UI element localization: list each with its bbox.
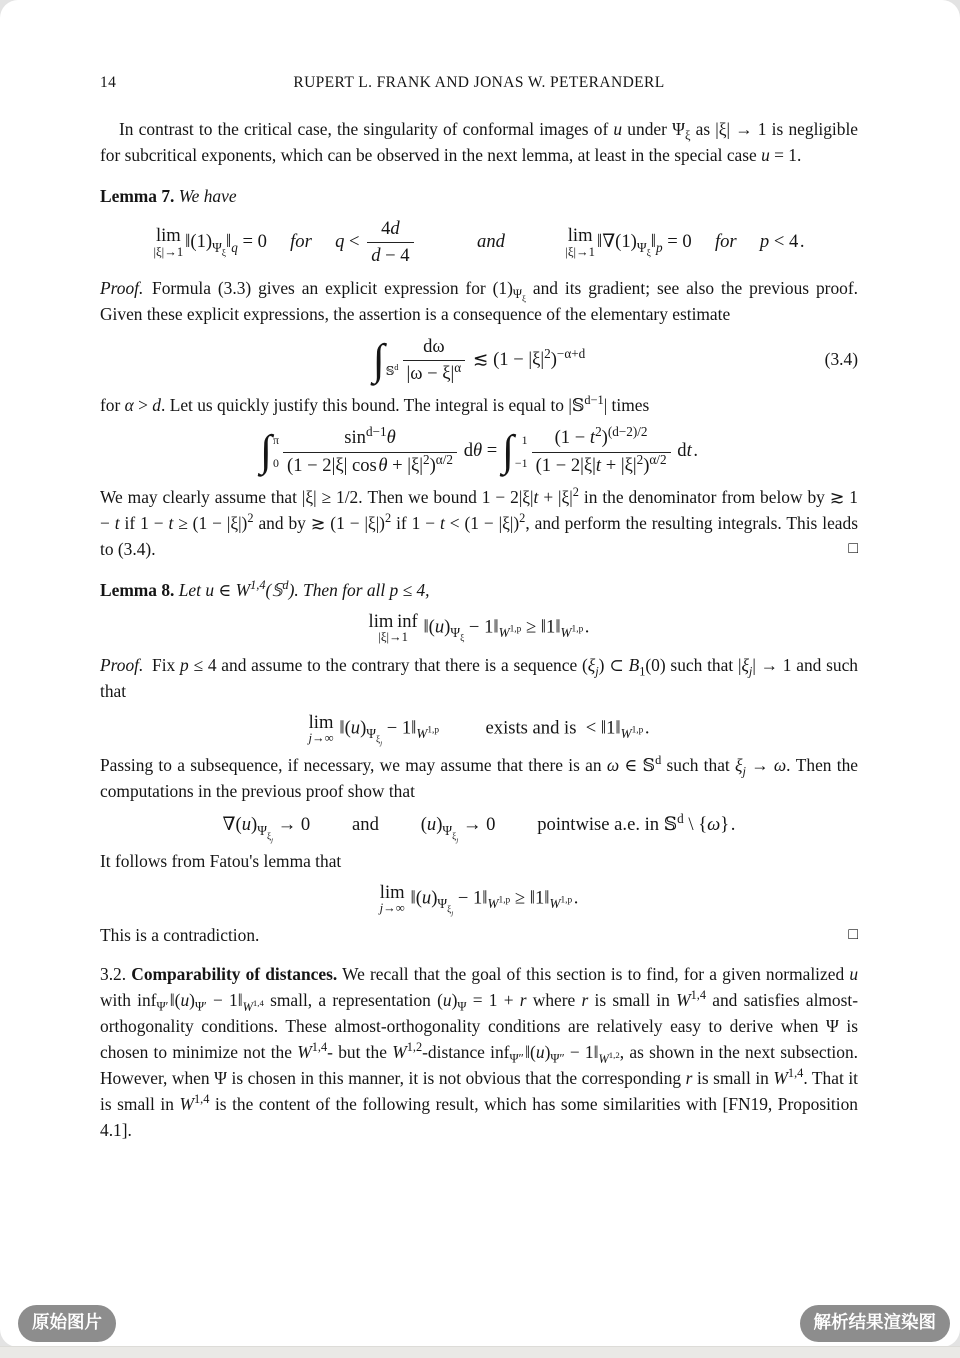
proof-lemma-7-conclusion: We may clearly assume that |ξ| ≥ 1/2. Then we bound $1 - 2|\xi|t + |\xi|^2$ in the denominator from below by ≳ 1 − t if $1 - t \ge (1 - |\xi|)^2$ and by ≳ $(1 - |\xi|)^2$ if $1 - t < (1 - |\xi|)^2$, and perform the resulting integrals. This leads to (3.4). □ bbox=[100, 485, 858, 559]
equation-3-4-tag: (3.4) bbox=[824, 349, 858, 370]
lemma-8 bbox=[100, 577, 858, 603]
lemma-7-equation: lim |ξ|→1 $‖(1)_{\Psi_\xi}‖_q = 0$ for q < $\frac{4d}{d - 4}$ and lim |ξ|→1 $‖\nabla(1)_{\Psi_\xi}‖_p = 0$ for p < 4 . bbox=[153, 218, 805, 267]
running-title: RUPERT L. FRANK AND JONAS W. PETERANDERL bbox=[293, 74, 665, 91]
proof-lemma-7: Proof. Formula (3.3) gives an explicit expression for $(1)_{\Psi_\xi}$ and its gradient; see also the previous proof. Given these explicit expressions, the assertion is a consequence of the elementary estimate bbox=[100, 277, 858, 324]
page-number: 14 bbox=[100, 74, 117, 91]
page-header bbox=[100, 74, 858, 94]
parsed-render-badge: 解析结果渲染图 bbox=[800, 1305, 951, 1343]
section-3-2-paragraph bbox=[100, 961, 858, 1143]
fatou-lemma-line: It follows from Fatou's lemma that bbox=[100, 850, 342, 871]
contradiction-line: This is a contradiction. □ bbox=[100, 925, 858, 946]
page-body bbox=[100, 96, 858, 1143]
equation-3-4 bbox=[100, 336, 858, 386]
lemma-7-statement: We have bbox=[178, 186, 237, 206]
section-3-2-number: 3.2. bbox=[100, 964, 127, 985]
pointwise-convergence-equation: $\nabla(u)_{\Psi_{\xi_j}} \to 0$ and $(u)_{\Psi_{\xi_j}} \to 0$ pointwise a.e. in 𝕊$^d$ \ {ω} . bbox=[222, 811, 736, 844]
lemma-8-equation: lim inf |ξ|→1 $‖(u)_{\Psi_\xi}$ − $1‖_{W^{1,p}}$ ≥ $‖1‖_{W^{1,p}}$ . bbox=[368, 610, 590, 645]
theta-integral-equation: ∫ π 0 $\frac{\sin^{d-1}\theta}{(1 - 2|\xi| \cos \theta + |\xi|^2)^{\alpha/2}}$ dθ = ∫ 1 −1 $\frac{(1 - t^2)^{(d-2)/2}}{(1 - 2|\xi|t + |\xi|^2)^{\alpha/2}}$ dt . bbox=[260, 424, 698, 476]
original-image-badge: 原始图片 bbox=[18, 1305, 116, 1343]
next-image-edge-strip bbox=[0, 1346, 960, 1358]
lemma-7 bbox=[100, 183, 858, 209]
passing-subsequence-paragraph: Passing to a subsequence, if necessary, we may assume that there is an ω ∈ 𝕊$^d$ such that $\xi_j \to \omega$. Then the computations in the previous proof show that bbox=[100, 753, 859, 802]
intro-paragraph: In contrast to the critical case, the singularity of conformal images of u under $\Psi_\xi$ as |ξ| → 1 is negligible for subcritical exponents, which can be observed in the next lemma, at least in the special case u = 1. bbox=[100, 119, 859, 165]
lemma-8-label: Lemma 8. bbox=[100, 579, 175, 600]
equation-3-4-body: ∫ 𝕊$^d$ $\frac{d\omega}{|\omega - \xi|^\alpha}$ ≲ $(1 - |\xi|^2)^{-\alpha+d}$ bbox=[372, 335, 586, 384]
lemma-8-statement: Let u ∈ W$^{1,4}$(𝕊$^d$). Then for all p ≤ 4, bbox=[178, 578, 430, 600]
proof-lemma-8: Proof. Fix p ≤ 4 and assume to the contrary that there is a sequence $(\xi_j)$ ⊂ $B_1(0)$ such that $|\xi_j| \to 1$ and such that bbox=[100, 654, 858, 701]
lemma-7-label: Lemma 7. bbox=[100, 186, 175, 206]
section-3-2-title: Comparability of distances. bbox=[131, 964, 338, 985]
section-3-2-text: We recall that the goal of this section is to find, for a given normalized u with inf$_{\Psi'}$ $‖(u)_{\Psi'}$ − $1‖_{W^{1,4}}$ small, a representation $(u)_\Psi = 1 + r$ where r is small in W$^{1,4}$ and satisfies almost-orthogonality conditions. These almost-orthogonality conditions are relatively easy to derive when Ψ is chosen to minimize not the W$^{1,4}$- but the W$^{1,2}$-distance inf$_{\Psi''}$ $‖(u)_{\Psi''}$ − $1‖_{W^{1,2}}$, as shown in the next subsection. However, when Ψ is chosen in this manner, it is not obvious that the corresponding r is small in W$^{1,4}$. That it is small in W$^{1,4}$ is the content of the following result, which has some similarities with [FN19, Proposition 4.1]. bbox=[100, 964, 859, 1141]
limit-exists-equation: lim j→∞ $‖(u)_{\Psi_{\xi_j}}$ − $1‖_{W^{1,p}}$ exists and is < $‖1‖_{W^{1,p}}$ . bbox=[308, 711, 650, 747]
alpha-bound-line: for α > d. Let us quickly justify this bound. The integral is equal to |𝕊$^{d-1}$| times bbox=[100, 393, 650, 416]
fatou-limit-equation: lim j→∞ $‖(u)_{\Psi_{\xi_j}}$ − $1‖_{W^{1,p}}$ ≥ $‖1‖_{W^{1,p}}$ . bbox=[379, 881, 579, 917]
